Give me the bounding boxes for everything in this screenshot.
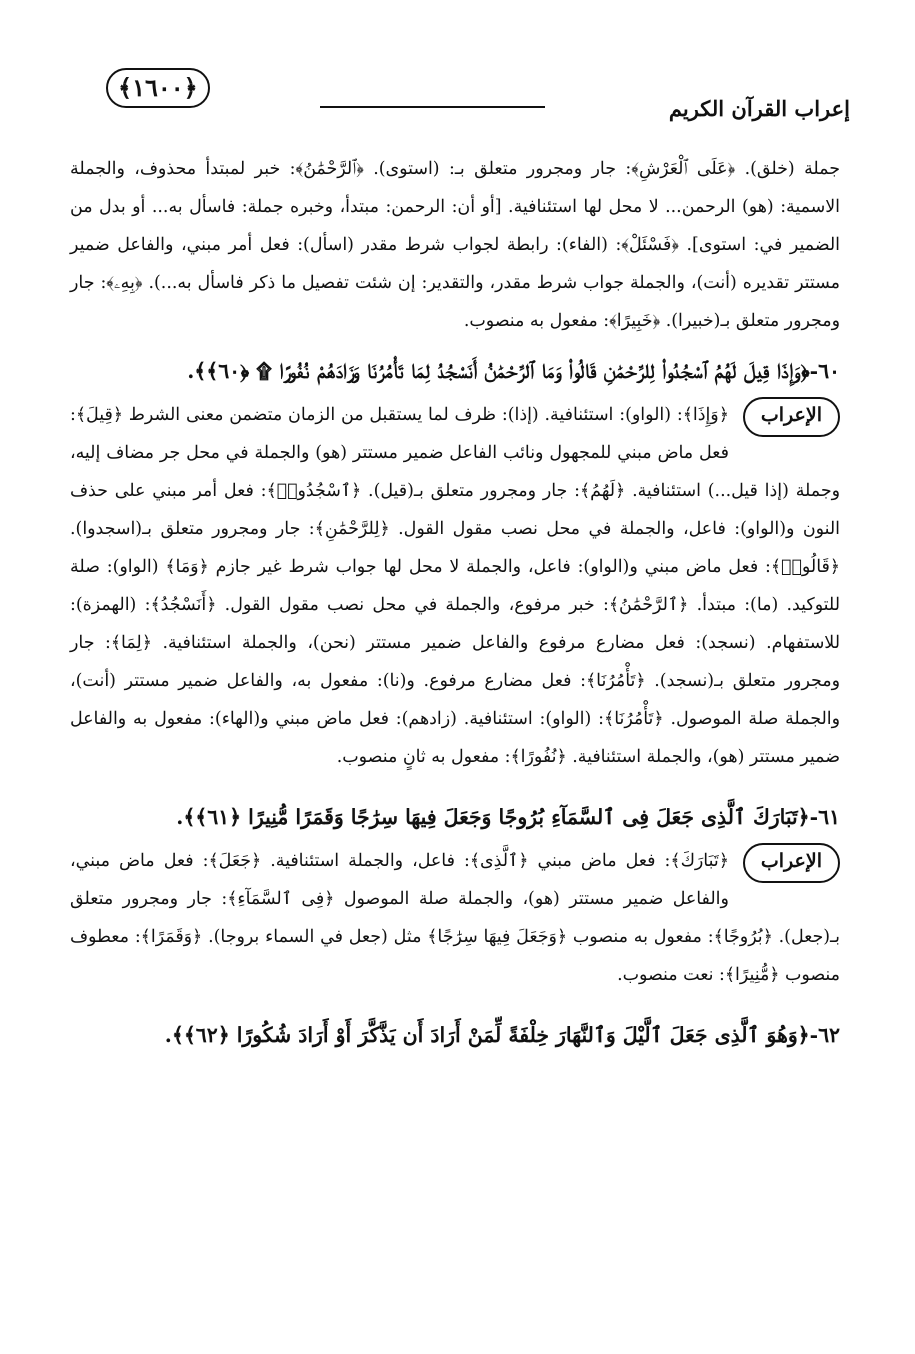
page-content (70, 150, 840, 1058)
irab-label: الإعراب (743, 397, 840, 437)
irab-block-60 (70, 396, 840, 776)
intro-paragraph: جملة (خلق). ﴿عَلَى ٱلْعَرْشِ﴾: جار ومجرور متعلق بـ: (استوى). ﴿ٱلرَّحْمَٰنُ﴾: خبر لمبتدأ محذوف، والجملة الاسمية: (هو) الرحمن... لا محل لها استئنافية. [أو أن: الرحمن: مبتدأ، وخبره جملة: فاسأل به... أو بدل من الضمير في: استوى]. ﴿فَسْئَلْ﴾: (الفاء): رابطة لجواب شرط مقدر (اسأل): فعل أمر مبني، والفاعل ضمير مستتر تقديره (أنت)، والجملة جواب شرط مقدر، والتقدير: إن شئت تفصيل ما ذكر فاسأل به...). ﴿بِهِۦ﴾: جار ومجرور متعلق بـ(خبيرا). ﴿خَبِيرًا﴾: مفعول به منصوب. (70, 159, 840, 331)
header-rule (320, 106, 545, 108)
page-header (70, 68, 850, 121)
verse-60: ٦٠-﴿وَإِذَا قِيلَ لَهُمُ ٱسْجُدُوا۟ لِلرَّحْمَٰنِ قَالُوا۟ وَمَا ٱلرَّحْمَٰنُ أَنَسْجُدُ لِمَا تَأْمُرُنَا وَزَادَهُمْ نُفُورًا ۩ ﴿٦٠﴾﴾. (187, 359, 840, 383)
irab-label: الإعراب (743, 843, 840, 883)
running-title: إعراب القرآن الكريم (668, 96, 850, 121)
irab-text-61: ﴿تَبَارَكَ﴾: فعل ماض مبني ﴿ٱلَّذِى﴾: فاعل، والجملة استئنافية. ﴿جَعَلَ﴾: فعل ماض مبني، والفاعل ضمير مستتر (هو)، والجملة صلة الموصول ﴿فِى ٱلسَّمَآءِ﴾: جار ومجرور متعلق بـ(جعل). ﴿بُرُوجًا﴾: مفعول به منصوب ﴿وَجَعَلَ فِيهَا سِرَٰجًا﴾ مثل (جعل في السماء بروجا). ﴿وَقَمَرًا﴾: معطوف منصوب ﴿مُّنِيرًا﴾: نعت منصوب. (70, 851, 840, 985)
verse-62: ٦٢-﴿وَهُوَ ٱلَّذِى جَعَلَ ٱلَّيْلَ وَٱلنَّهَارَ خِلْفَةً لِّمَنْ أَرَادَ أَن يَذَّكَّرَ أَوْ أَرَادَ شُكُورًا ﴿٦٢﴾﴾. (164, 1023, 840, 1047)
verse-61: ٦١-﴿تَبَارَكَ ٱلَّذِى جَعَلَ فِى ٱلسَّمَآءِ بُرُوجًا وَجَعَلَ فِيهَا سِرَٰجًا وَقَمَرًا مُّنِيرًا ﴿٦١﴾﴾. (176, 805, 840, 829)
irab-text-60: ﴿وَإِذَا﴾: (الواو): استئنافية. (إذا): ظرف لما يستقبل من الزمان متضمن معنى الشرط ﴿قِيلَ﴾: فعل ماض مبني للمجهول ونائب الفاعل ضمير مستتر (هو) والجملة في محل جر مضاف إليه، وجملة (إذا قيل...) استئنافية. ﴿لَهُمُ﴾: جار ومجرور متعلق بـ(قيل). ﴿ٱسْجُدُوا۟﴾: فعل أمر مبني على حذف النون و(الواو): فاعل، والجملة في محل نصب مقول القول. ﴿لِلرَّحْمَٰنِ﴾: جار ومجرور متعلق بـ(اسجدوا). ﴿قَالُوا۟﴾: فعل ماض مبني و(الواو): فاعل، والجملة لا محل لها جواب شرط غير جازم ﴿وَمَا﴾ (الواو): صلة للتوكيد. (ما): مبتدأ. ﴿ٱلرَّحْمَٰنُ﴾: خبر مرفوع، والجملة في محل نصب مقول القول. ﴿أَنَسْجُدُ﴾: (الهمزة): للاستفهام. (نسجد): فعل مضارع مرفوع والفاعل ضمير مستتر (نحن)، والجملة استئنافية. ﴿لِمَا﴾: جار ومجرور متعلق بـ(نسجد). ﴿تَأْمُرُنَا﴾: فعل مضارع مرفوع. و(نا): مفعول به، والفاعل ضمير مستتر (أنت)، والجملة صلة الموصول. ﴿تَأْمُرُنَا﴾: (الواو): استئنافية. (زادهم): فعل ماض مبني و(الهاء): مفعول به والفاعل ضمير مستتر (هو)، والجملة استئنافية. ﴿نُفُورًا﴾: مفعول به ثانٍ منصوب. (70, 405, 840, 767)
irab-block-61 (70, 842, 840, 994)
page-number: ﴿١٦٠٠﴾ (106, 68, 210, 108)
